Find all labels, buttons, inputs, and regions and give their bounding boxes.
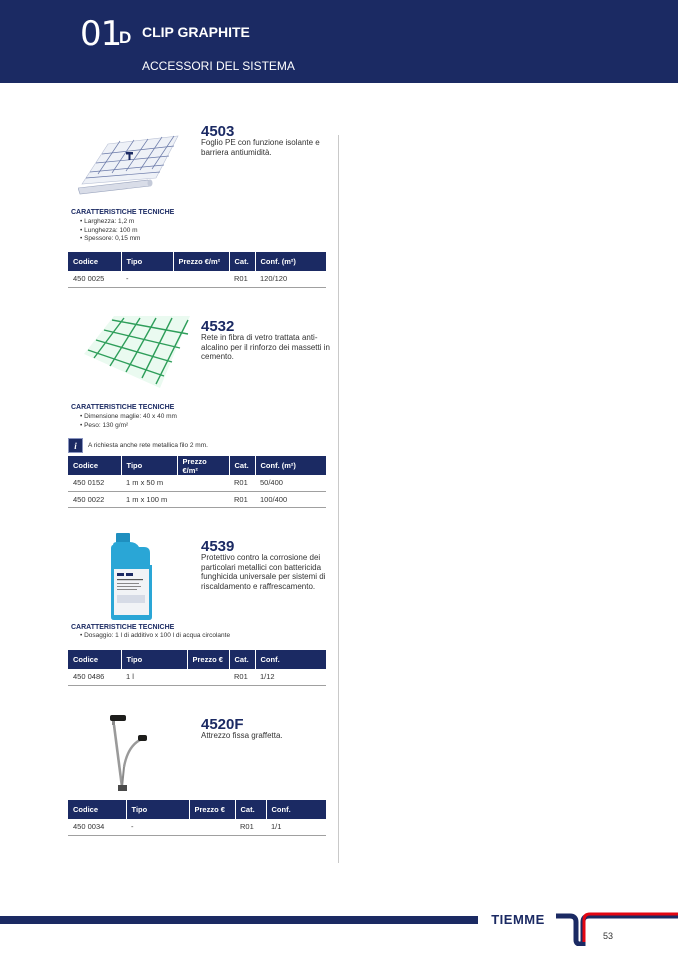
cell-type: 1 m x 100 m xyxy=(121,491,177,507)
cell-code: 450 0034 xyxy=(68,819,126,835)
col-header: Conf. xyxy=(266,800,326,819)
product-code: 4532 xyxy=(201,318,235,335)
table-header-row xyxy=(68,650,326,669)
table-header-row xyxy=(68,252,326,271)
col-header: Prezzo €/m² xyxy=(173,252,229,271)
cell-cat: R01 xyxy=(229,271,255,287)
clip-stapler-tool-image xyxy=(108,713,154,793)
table-header-row xyxy=(68,456,326,475)
product-description: Protettivo contro la corrosione dei particolari metallici con battericida funghicida universale per sistemi di riscaldamento e raffrescamento. xyxy=(201,553,326,591)
spec-item: • Dosaggio: 1 l di additivo x 100 l di acqua circolante xyxy=(80,632,230,641)
note-text: A richiesta anche rete metallica filo 2 mm. xyxy=(88,441,208,449)
col-header: Conf. (m²) xyxy=(255,456,326,475)
product-description: Foglio PE con funzione isolante e barriera antiumidità. xyxy=(201,138,320,157)
product-code: 4503 xyxy=(201,123,235,140)
specs-list xyxy=(80,218,140,244)
col-header: Tipo xyxy=(126,800,189,819)
table-row xyxy=(68,491,326,507)
table-row xyxy=(68,475,326,491)
spec-item: • Lunghezza: 100 m xyxy=(80,227,140,236)
spec-item: • Spessore: 0,15 mm xyxy=(80,235,140,244)
cell-price xyxy=(173,271,229,287)
product-description: Rete in fibra di vetro trattata anti-alcalino per il rinforzo dei massetti in cemento. xyxy=(201,333,330,361)
col-header: Cat. xyxy=(229,456,255,475)
col-header: Conf. xyxy=(255,650,326,669)
table-row xyxy=(68,819,326,835)
section-subtitle: ACCESSORI DEL SISTEMA xyxy=(142,59,295,73)
spec-item: • Peso: 130 g/m² xyxy=(80,422,177,431)
cell-code: 450 0486 xyxy=(68,669,121,685)
cell-price xyxy=(189,819,235,835)
cell-price xyxy=(187,669,229,685)
additive-bottle-image xyxy=(108,533,156,621)
cell-cat: R01 xyxy=(229,669,255,685)
footer-bar xyxy=(0,916,478,924)
fiberglass-mesh-image xyxy=(84,314,192,392)
product-description: Attrezzo fissa graffetta. xyxy=(201,731,283,740)
specs-title: CARATTERISTICHE TECNICHE xyxy=(71,624,175,631)
footer-swoosh xyxy=(556,912,678,946)
cell-code: 450 0022 xyxy=(68,491,121,507)
product-table xyxy=(68,252,326,288)
col-header: Tipo xyxy=(121,252,173,271)
brand-logo: TIEMME xyxy=(478,912,558,929)
col-header: Prezzo €/m² xyxy=(177,456,229,475)
col-header: Cat. xyxy=(235,800,266,819)
specs-title: CARATTERISTICHE TECNICHE xyxy=(71,404,175,411)
cell-conf: 1/1 xyxy=(266,819,326,835)
product-table xyxy=(68,456,326,508)
cell-cat: R01 xyxy=(229,491,255,507)
specs-list xyxy=(80,632,230,641)
specs-title: CARATTERISTICHE TECNICHE xyxy=(71,209,175,216)
col-header: Codice xyxy=(68,650,121,669)
chapter-number: 01 xyxy=(80,14,122,54)
cell-price xyxy=(177,475,229,491)
col-header: Cat. xyxy=(229,650,255,669)
specs-list xyxy=(80,413,177,430)
cell-type: 1 m x 50 m xyxy=(121,475,177,491)
cell-conf: 50/400 xyxy=(255,475,326,491)
section-title: CLIP GRAPHITE xyxy=(142,24,250,40)
product-table xyxy=(68,800,326,836)
cell-type: 1 l xyxy=(121,669,187,685)
col-header: Tipo xyxy=(121,650,187,669)
cell-code: 450 0025 xyxy=(68,271,121,287)
col-header: Cat. xyxy=(229,252,255,271)
cell-type: - xyxy=(126,819,189,835)
spec-item: • Dimensione maglie: 40 x 40 mm xyxy=(80,413,177,422)
table-header-row xyxy=(68,800,326,819)
cell-code: 450 0152 xyxy=(68,475,121,491)
cell-price xyxy=(177,491,229,507)
col-header: Codice xyxy=(68,800,126,819)
cell-conf: 100/400 xyxy=(255,491,326,507)
table-row xyxy=(68,669,326,685)
cell-conf: 120/120 xyxy=(255,271,326,287)
product-code: 4539 xyxy=(201,538,235,555)
product-code: 4520F xyxy=(201,716,244,733)
page-number: 53 xyxy=(603,931,614,941)
col-header: Prezzo € xyxy=(189,800,235,819)
col-header: Tipo xyxy=(121,456,177,475)
col-header: Conf. (m²) xyxy=(255,252,326,271)
product-table xyxy=(68,650,326,686)
column-divider xyxy=(338,135,339,863)
cell-type: - xyxy=(121,271,173,287)
pe-sheet-roll-image xyxy=(78,122,182,200)
col-header: Codice xyxy=(68,456,121,475)
col-header: Codice xyxy=(68,252,121,271)
spec-item: • Larghezza: 1,2 m xyxy=(80,218,140,227)
cell-cat: R01 xyxy=(229,475,255,491)
chapter-letter: D xyxy=(119,28,132,47)
info-icon: i xyxy=(68,438,83,453)
col-header: Prezzo € xyxy=(187,650,229,669)
table-row xyxy=(68,271,326,287)
cell-conf: 1/12 xyxy=(255,669,326,685)
info-note xyxy=(68,437,208,453)
cell-cat: R01 xyxy=(235,819,266,835)
page-header xyxy=(0,0,678,83)
